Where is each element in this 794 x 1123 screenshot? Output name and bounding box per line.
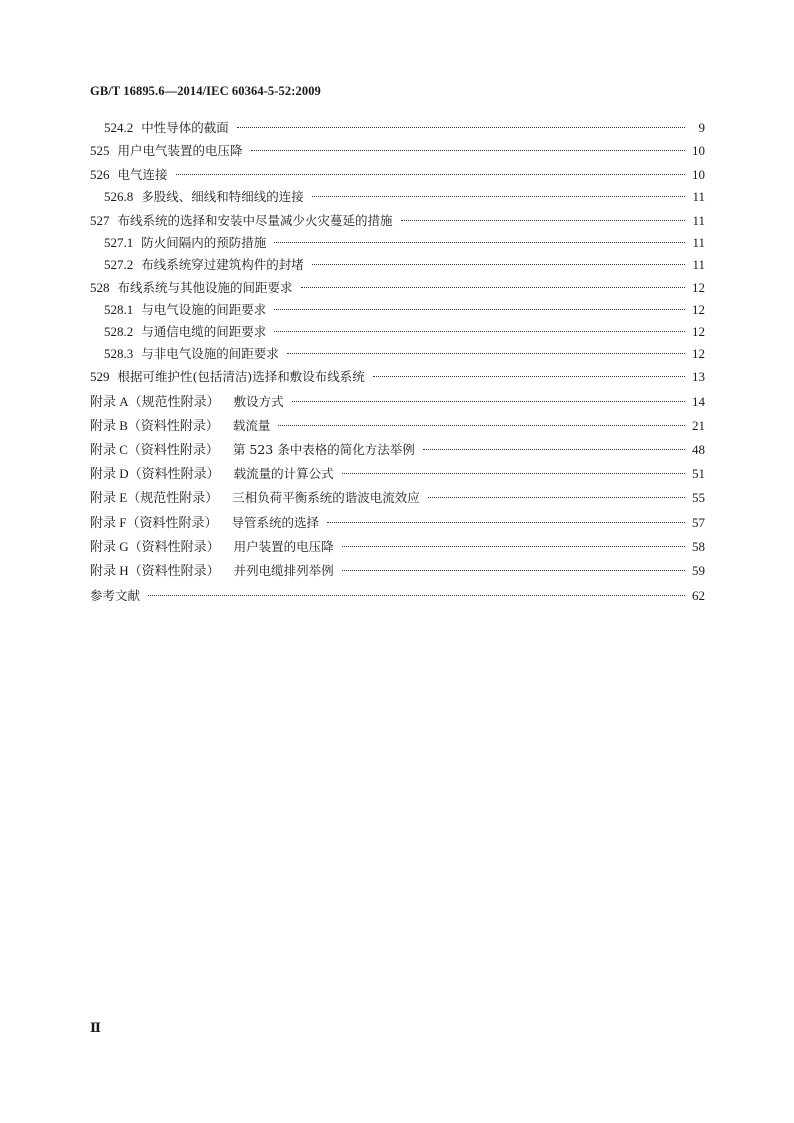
toc-entry-page: 12 — [692, 346, 705, 361]
toc-entry-number: 527 — [90, 213, 110, 228]
toc-entry-number: 附录 A（规范性附录） — [90, 394, 220, 409]
toc-entry[interactable] — [90, 440, 705, 460]
toc-entry[interactable] — [90, 211, 705, 231]
toc-entry-number: 附录 G（资料性附录） — [90, 539, 220, 554]
toc-dot-leader — [423, 449, 685, 450]
toc-entry-page: 10 — [692, 167, 705, 182]
toc-entry[interactable] — [90, 141, 705, 161]
toc-entry-number: 附录 F（资料性附录） — [90, 515, 218, 530]
toc-entry-title: 电气连接 — [117, 167, 168, 182]
toc-entry-title: 根据可维护性(包括清洁)选择和敷设布线系统 — [117, 369, 365, 384]
toc-entry-title: 用户装置的电压降 — [233, 539, 334, 554]
toc-dot-leader — [176, 174, 685, 175]
toc-entry-title: 与非电气设施的间距要求 — [141, 346, 279, 361]
toc-entry-number: 528.1 — [104, 302, 134, 317]
toc-entry-number: 527.1 — [104, 235, 134, 250]
toc-entry-title: 载流量 — [232, 418, 271, 433]
toc-entry-number: 528.3 — [104, 346, 134, 361]
toc-entry[interactable] — [90, 118, 705, 138]
toc-dot-leader — [373, 376, 685, 377]
toc-entry-title: 多股线、细线和特细线的连接 — [141, 189, 304, 204]
toc-entry-title: 与通信电缆的间距要求 — [141, 324, 267, 339]
toc-entry-title: 布线系统穿过建筑构件的封堵 — [141, 257, 304, 272]
toc-entry-page: 12 — [692, 280, 705, 295]
toc-entry-number: 528 — [90, 280, 110, 295]
toc-entry[interactable] — [90, 488, 705, 508]
toc-entry-page: 11 — [692, 235, 705, 250]
toc-dot-leader — [274, 309, 685, 310]
toc-entry[interactable] — [90, 187, 705, 207]
toc-entry-title: 敷设方式 — [233, 394, 284, 409]
toc-dot-leader — [278, 425, 685, 426]
toc-entry[interactable] — [90, 278, 705, 298]
toc-entry-page: 12 — [692, 324, 705, 339]
toc-dot-leader — [287, 353, 685, 354]
toc-entry-page: 62 — [692, 588, 705, 603]
toc-entry-page: 11 — [692, 213, 705, 228]
toc-entry[interactable] — [90, 233, 705, 253]
toc-entry-number: 附录 C（资料性附录） — [90, 442, 219, 457]
toc-entry-number: 附录 H（资料性附录） — [90, 563, 220, 578]
toc-entry-title: 布线系统的选择和安装中尽量减少火灾蔓延的措施 — [117, 213, 393, 228]
page-number: Ⅱ — [90, 1020, 101, 1035]
toc-entry[interactable] — [90, 513, 705, 533]
toc-dot-leader — [301, 287, 685, 288]
toc-entry-title: 第 523 条中表格的简化方法举例 — [232, 442, 415, 457]
toc-entry-page: 48 — [692, 442, 705, 457]
toc-entry-page: 21 — [692, 418, 705, 433]
toc-dot-leader — [292, 401, 685, 402]
toc-entry-page: 59 — [692, 563, 705, 578]
toc-entry-title: 载流量的计算公式 — [233, 466, 334, 481]
toc-dot-leader — [312, 264, 685, 265]
toc-entry-page: 9 — [698, 120, 705, 135]
toc-entry-page: 12 — [692, 302, 705, 317]
toc-entry[interactable] — [90, 300, 705, 320]
toc-entry-title: 导管系统的选择 — [231, 515, 319, 530]
toc-dot-leader — [342, 570, 685, 571]
toc-entry[interactable] — [90, 586, 705, 606]
toc-dot-leader — [428, 497, 685, 498]
toc-entry[interactable] — [90, 392, 705, 412]
toc-dot-leader — [327, 522, 685, 523]
toc-entry-title: 防火间隔内的预防措施 — [141, 235, 267, 250]
toc-entry[interactable] — [90, 464, 705, 484]
toc-entry-title: 并列电缆排列举例 — [233, 563, 334, 578]
toc-entry-title: 与电气设施的间距要求 — [141, 302, 267, 317]
toc-entry-title: 中性导体的截面 — [141, 120, 229, 135]
toc-entry-number: 附录 E（规范性附录） — [90, 490, 219, 505]
toc-entry-number: 附录 D（资料性附录） — [90, 466, 220, 481]
toc-entry-title: 参考文献 — [90, 588, 141, 603]
document-header: GB/T 16895.6—2014/IEC 60364-5-52:2009 — [90, 84, 321, 98]
toc-dot-leader — [342, 473, 685, 474]
toc-entry[interactable] — [90, 416, 705, 436]
toc-entry-page: 57 — [692, 515, 705, 530]
toc-entry-number: 529 — [90, 369, 110, 384]
toc-dot-leader — [274, 331, 685, 332]
toc-entry[interactable] — [90, 561, 705, 581]
toc-entry-number: 526 — [90, 167, 110, 182]
toc-entry[interactable] — [90, 537, 705, 557]
toc-entry-number: 526.8 — [104, 189, 134, 204]
toc-entry-number: 524.2 — [104, 120, 134, 135]
toc-dot-leader — [401, 220, 685, 221]
toc-dot-leader — [251, 150, 685, 151]
toc-entry-page: 13 — [692, 369, 705, 384]
toc-entry-page: 11 — [692, 257, 705, 272]
toc-entry-number: 525 — [90, 143, 110, 158]
toc-entry[interactable] — [90, 322, 705, 342]
toc-entry-page: 55 — [692, 490, 705, 505]
toc-dot-leader — [342, 546, 685, 547]
toc-dot-leader — [148, 595, 685, 596]
toc-entry-page: 14 — [692, 394, 705, 409]
toc-entry-page: 51 — [692, 466, 705, 481]
toc-entry-title: 布线系统与其他设施的间距要求 — [117, 280, 293, 295]
toc-dot-leader — [274, 242, 685, 243]
toc-entry-page: 58 — [692, 539, 705, 554]
toc-entry[interactable] — [90, 165, 705, 185]
toc-entry-title: 用户电气装置的电压降 — [117, 143, 243, 158]
toc-dot-leader — [237, 127, 685, 128]
toc-dot-leader — [312, 196, 685, 197]
toc-entry[interactable] — [90, 255, 705, 275]
toc-entry-number: 528.2 — [104, 324, 134, 339]
toc-entry[interactable] — [90, 344, 705, 364]
toc-entry-number: 附录 B（资料性附录） — [90, 418, 219, 433]
toc-entry-title: 三相负荷平衡系统的谐波电流效应 — [232, 490, 420, 505]
toc-entry-page: 11 — [692, 189, 705, 204]
toc-entry-number: 527.2 — [104, 257, 134, 272]
toc-entry[interactable] — [90, 367, 705, 387]
toc-entry-page: 10 — [692, 143, 705, 158]
